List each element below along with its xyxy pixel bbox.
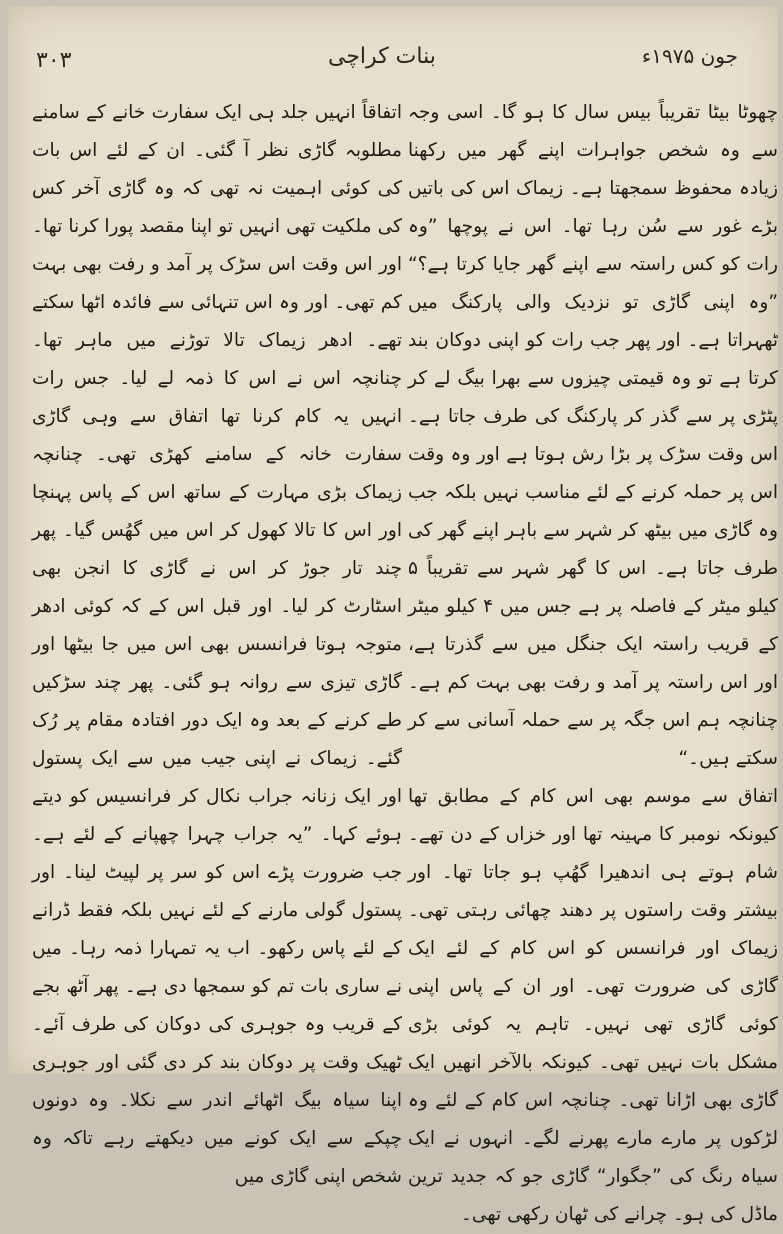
magazine-title: بنات کراچی bbox=[328, 44, 436, 69]
right-paragraph-1: چھوٹا بیٹا تقریباً بیس سال کا ہو گا۔ اسی وجہ سے وہ شخص جواہرات اپنے گھر میں رکھنا زیادہ محفوظ سمجھتا ہے۔ زیماک اس کی باتیں بڑے غور سے سُن رہا تھا۔ اس نے پوچھا ”وہ رات کو کس راستہ سے اپنے گھر جایا کرتا ہے؟“ ”وہ اپنی گاڑی تو نزدیک والی پارکنگ میں ٹھہراتا ہے۔ اور پھر جب رات کو اپنی دوکان بند کرتا ہے تو وہ قیمتی چیزوں سے بھرا بیگ لے کر پٹڑی پر سے گذر کر پارکنگ کی طرف جاتا ہے۔ اس وقت سڑک پر بڑا رش ہوتا ہے اور وہ وقت اس پر حملہ کرنے کے لئے مناسب نہیں بلکہ جب وہ گاڑی میں بیٹھ کر شہر سے باہر اپنے گھر کی طرف جاتا ہے۔ اس کا گھر شہر سے تقریباً ۵ کیلو میٹر کے فاصلہ پر ہے جس میں ۴ کیلو میٹر کے قریب راستہ ایک جنگل میں سے گذرتا ہے، اور اس راستہ پر آمد و رفت بھی بہت کم ہے۔ چنانچہ ہم اس جگہ پر سے حملہ آسانی سے کر سکتے ہیں۔“ bbox=[408, 102, 778, 769]
issue-date: جون ۱۹۷۵ء bbox=[641, 44, 738, 68]
page-header bbox=[8, 6, 778, 73]
left-column bbox=[32, 94, 402, 1196]
left-paragraph-1: اتفاقاً انہیں جلد ہی ایک سفارت خانے کے سامنے مطلوبہ گاڑی نظر آ گئی۔ ان کے لئے اس بات کی کوئی اہمیت نہ تھی کہ وہ گاڑی آخر کس کی ملکیت تھی انہیں تو اپنا مقصد پورا کرنا تھا۔ اور اس وقت اس سڑک پر آمد و رفت بھی بہت کم تھی۔ اور وہ اس تنہائی سے فائدہ اٹھا سکتے تھے۔ ادھر زیماک تالا توڑنے میں ماہر تھا۔ چنانچہ اس نے اس کا ذمہ لے لیا۔ جس رات انہیں یہ کام کرنا تھا اتفاق سے وہی گاڑی سفارت خانہ کے سامنے کھڑی تھی۔ چنانچہ زیماک بڑی مہارت کے ساتھ اس کے پاس پہنچا اور اس کا تالا کھول کر اس میں گھُس گیا۔ پھر چند تار جوڑ کر اس نے گاڑی کا انجن بھی اسٹارٹ کر لیا۔ اور قبل اس کے کہ کوئی ادھر متوجہ ہوتا فرانسس بھی اس میں جا بیٹھا اور گاڑی تیزی سے روانہ ہو گئی۔ پھر چند سڑکیں طے کرنے کے بعد وہ ایک دور افتادہ مقام پر رُک گئے۔ زیماک نے اپنی جیب میں سے ایک پستول اور ایک زنانہ جراب نکال کر فرانسیس کو دیتے ہوئے کہا۔ ”یہ جراب چہرا چھپانے کے لئے ہے۔ جب ضرورت پڑے اس کو سر پر لپیٹ لینا۔ اور پستول گولی مارنے کے لئے نہیں بلکہ فقط ڈرانے کے لئے پاس رکھو۔ اب یہ تمہارا ذمہ رہا۔ میں نے ساری بات تم کو سمجھا دی ہے۔ پھر آٹھ بجے کے قریب وہ جوہری کی دوکان کی طرف آئے۔ ٹھیک وقت پر دوکان بند کر دی گئی اور جوہری اپنا سیاہ بیگ اٹھائے اندر سے نکلا۔ وہ دونوں چپکے سے ایک کونے میں دیکھتے رہے تاکہ وہ شخص اپنی گاڑی میں bbox=[32, 102, 402, 1187]
right-paragraph-2: اتفاق سے موسم بھی اس کام کے مطابق تھا کیونکہ نومبر کا مہینہ تھا اور خزاں کے دن تھے۔ شام ہوتے ہی اندھیرا گھُپ ہو جاتا تھا۔ اور بیشتر وقت راستوں پر دھند چھائی رہتی تھی۔ زیماک اور فرانسس کو اس کام کے لئے ایک گاڑی کی ضرورت تھی۔ اور ان کے پاس اپنی کوئی گاڑی تھی نہیں۔ تاہم یہ کوئی بڑی مشکل بات نہیں تھی۔ کیونکہ بالآخر انھیں ایک گاڑی بھی اڑانا تھی۔ چنانچہ اس کام کے لئے وہ لڑکوں پر مارے مارے پھرنے لگے۔ انہوں نے ایک سیاہ رنگ کی ”جگوار“ گاڑی جو کہ جدید ترین ماڈل کی ہو۔ چرانے کی ٹھان رکھی تھی۔ bbox=[408, 786, 778, 1225]
page-number: ۳۰۳ bbox=[36, 48, 72, 73]
magazine-page bbox=[8, 6, 778, 1225]
right-column bbox=[408, 94, 778, 1234]
